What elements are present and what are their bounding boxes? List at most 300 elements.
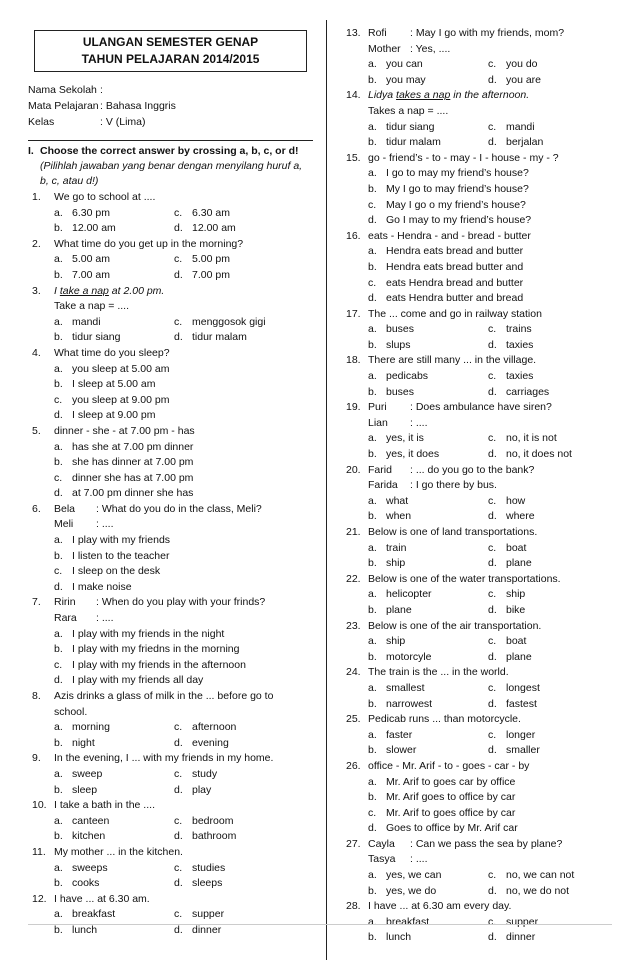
question-text xyxy=(54,284,313,300)
option-letter: a. xyxy=(368,370,377,383)
option-a[interactable] xyxy=(342,775,612,791)
option-letter: d. xyxy=(54,487,63,500)
option-letter: a. xyxy=(54,627,63,640)
column-divider xyxy=(326,20,327,960)
question-number: 21. xyxy=(346,526,361,538)
option-text: plane xyxy=(386,603,412,616)
question-text: eats - Hendra - and - bread - butter xyxy=(368,229,531,242)
option-text: canteen xyxy=(72,814,110,827)
option-text: eats Hendra butter and bread xyxy=(386,292,524,305)
question-3 xyxy=(28,284,313,300)
question-number: 1. xyxy=(32,191,41,203)
option-c[interactable] xyxy=(174,814,233,830)
dialog-line xyxy=(342,478,612,494)
page-bottom-rule xyxy=(28,924,612,925)
option-d[interactable] xyxy=(174,783,211,799)
option-text: when xyxy=(386,510,412,523)
option-text: May I go o my friend’s house? xyxy=(386,198,526,211)
option-letter: a. xyxy=(368,58,377,71)
option-text: tidur siang xyxy=(72,331,121,344)
option-text: bathroom xyxy=(192,830,237,843)
option-b[interactable] xyxy=(368,556,488,572)
option-c[interactable] xyxy=(174,720,236,736)
option-letter: a. xyxy=(54,362,63,375)
option-a[interactable] xyxy=(368,322,488,338)
question-number: 10. xyxy=(32,799,47,812)
option-letter: a. xyxy=(368,323,377,336)
option-a[interactable] xyxy=(54,252,174,268)
option-b[interactable] xyxy=(28,642,313,658)
option-text: smaller xyxy=(506,744,540,757)
option-letter: b. xyxy=(368,260,377,273)
option-b[interactable] xyxy=(54,829,174,845)
option-text: you are xyxy=(506,73,542,86)
option-letter: b. xyxy=(368,603,377,616)
option-letter: d. xyxy=(488,931,497,944)
option-b[interactable] xyxy=(368,509,488,525)
options-row xyxy=(28,829,313,845)
question-text: I have ... at 6.30 am. xyxy=(54,892,150,905)
option-text: I sleep at 5.00 am xyxy=(72,378,156,391)
question-number: 7. xyxy=(32,596,41,609)
option-d[interactable] xyxy=(174,736,229,752)
option-b[interactable] xyxy=(368,884,488,900)
speaker: Lian xyxy=(368,416,388,429)
question-text: office - Mr. Arif - to - goes - car - by xyxy=(368,759,530,772)
options-row xyxy=(342,650,612,666)
info-value: : Bahasa Inggris xyxy=(100,100,176,112)
option-d[interactable] xyxy=(488,556,532,572)
option-b[interactable] xyxy=(368,743,488,759)
option-d[interactable] xyxy=(174,268,230,284)
option-c[interactable] xyxy=(488,120,535,136)
option-text: sleeps xyxy=(192,877,223,890)
question-text-pre: I xyxy=(54,284,60,297)
option-a[interactable] xyxy=(368,587,488,603)
option-text: what xyxy=(386,494,409,507)
exam-title: ULANGAN SEMESTER GENAP xyxy=(82,35,259,49)
question-text: school. xyxy=(54,705,88,718)
option-text: menggosok gigi xyxy=(192,315,266,328)
option-b[interactable] xyxy=(368,697,488,713)
options-row xyxy=(28,736,313,752)
option-a[interactable] xyxy=(368,431,488,447)
speaker: Rofi xyxy=(368,27,387,39)
option-c[interactable] xyxy=(174,907,224,923)
question-number: 28. xyxy=(346,900,361,913)
option-letter: a. xyxy=(368,869,377,882)
option-text: evening xyxy=(192,736,229,749)
option-b[interactable] xyxy=(368,385,488,401)
question-text: What time do you get up in the morning? xyxy=(54,237,244,250)
option-b[interactable] xyxy=(28,377,313,393)
option-a[interactable] xyxy=(368,681,488,697)
option-a[interactable] xyxy=(368,369,488,385)
option-b[interactable] xyxy=(54,268,174,284)
option-a[interactable] xyxy=(368,120,488,136)
option-b[interactable] xyxy=(54,221,174,237)
option-c[interactable] xyxy=(174,315,266,331)
option-text: yes, it is xyxy=(386,432,424,445)
question-text: There are still many ... in the village. xyxy=(368,354,537,367)
option-letter: b. xyxy=(368,136,377,149)
option-letter: d. xyxy=(174,783,183,796)
question-26 xyxy=(342,759,612,775)
option-text: slups xyxy=(386,338,411,351)
option-d[interactable] xyxy=(174,221,236,237)
option-letter: d. xyxy=(488,603,497,616)
option-text: helicopter xyxy=(386,588,432,601)
option-letter: a. xyxy=(368,728,377,741)
option-letter: c. xyxy=(174,908,183,921)
option-letter: c. xyxy=(174,253,183,266)
option-letter: d. xyxy=(488,136,497,149)
utterance: : When do you play with your frinds? xyxy=(96,596,266,609)
option-text: night xyxy=(72,736,95,749)
question-number: 5. xyxy=(32,424,41,437)
option-c[interactable] xyxy=(488,915,538,931)
options-row xyxy=(342,338,612,354)
option-d[interactable] xyxy=(174,330,247,346)
option-a[interactable] xyxy=(54,720,174,736)
question-number: 4. xyxy=(32,346,41,359)
option-d[interactable] xyxy=(342,821,612,837)
options-row xyxy=(28,923,313,939)
option-b[interactable] xyxy=(368,73,488,89)
option-b[interactable] xyxy=(368,135,488,151)
option-c[interactable] xyxy=(488,322,532,338)
option-text: carriages xyxy=(506,385,550,398)
question-number: 15. xyxy=(346,151,361,164)
options-row xyxy=(342,57,612,73)
option-letter: d. xyxy=(54,674,63,687)
option-a[interactable] xyxy=(54,315,174,331)
option-a[interactable] xyxy=(54,861,174,877)
option-a[interactable] xyxy=(54,814,174,830)
question-text: We go to school at .... xyxy=(54,191,156,203)
options-row xyxy=(342,930,612,946)
option-letter: d. xyxy=(488,650,497,663)
option-text: buses xyxy=(386,323,415,336)
option-text: at 7.00 pm dinner she has xyxy=(72,487,194,500)
option-c[interactable] xyxy=(488,57,538,73)
option-letter: b. xyxy=(54,877,63,890)
option-letter: b. xyxy=(54,268,63,281)
option-text: taxies xyxy=(506,370,534,383)
option-text: longer xyxy=(506,728,536,741)
underlined-phrase: take a nap xyxy=(59,284,109,297)
section-title: Choose the correct answer by crossing a, b, c, or d! xyxy=(40,145,299,157)
option-text: where xyxy=(506,510,535,523)
utterance: : .... xyxy=(410,853,428,866)
option-text: 6.30 am xyxy=(192,206,230,219)
option-d[interactable] xyxy=(488,930,535,946)
option-c[interactable] xyxy=(28,471,313,487)
option-a[interactable] xyxy=(368,728,488,744)
option-text: ship xyxy=(386,635,406,648)
option-letter: c. xyxy=(488,323,497,336)
speaker: Farid xyxy=(368,463,392,476)
option-text: has she at 7.00 pm dinner xyxy=(72,440,194,453)
option-text: lunch xyxy=(386,931,412,944)
option-c[interactable] xyxy=(174,861,225,877)
option-d[interactable] xyxy=(174,876,222,892)
question-text: Below is one of the water transportations. xyxy=(368,572,561,585)
option-letter: b. xyxy=(368,338,377,351)
option-letter: a. xyxy=(368,915,377,928)
option-c[interactable] xyxy=(488,728,535,744)
question-text: Below is one of the air transportation. xyxy=(368,619,542,632)
info-row xyxy=(28,98,313,114)
question-text: The train is the ... in the world. xyxy=(368,666,509,679)
option-text: you can xyxy=(386,58,423,71)
option-text: dinner she has at 7.00 pm xyxy=(72,471,194,484)
option-letter: c. xyxy=(488,494,497,507)
option-a[interactable] xyxy=(28,440,313,456)
option-d[interactable] xyxy=(488,509,535,525)
question-text: The ... come and go in railway station xyxy=(368,307,542,320)
option-d[interactable] xyxy=(342,291,612,307)
option-text: supper xyxy=(192,908,225,921)
speaker: Puri xyxy=(368,401,387,414)
option-b[interactable] xyxy=(368,447,488,463)
option-letter: b. xyxy=(54,643,63,656)
option-a[interactable] xyxy=(28,627,313,643)
option-letter: d. xyxy=(368,214,377,227)
option-d[interactable] xyxy=(174,829,236,845)
option-letter: d. xyxy=(54,409,63,422)
option-c[interactable] xyxy=(174,767,217,783)
options-row xyxy=(28,206,313,222)
option-letter: a. xyxy=(368,681,377,694)
option-text: ship xyxy=(386,557,406,570)
option-a[interactable] xyxy=(54,206,174,222)
question-text: In the evening, I ... with my friends in my home. xyxy=(54,752,274,765)
option-text: play xyxy=(192,783,212,796)
dialog-line xyxy=(342,852,612,868)
question-28 xyxy=(342,899,612,915)
option-text: boat xyxy=(506,635,527,648)
speaker: Farida xyxy=(368,479,398,492)
option-a[interactable] xyxy=(28,533,313,549)
utterance: : ... do you go to the bank? xyxy=(410,463,535,476)
option-c[interactable] xyxy=(174,206,230,222)
option-letter: c. xyxy=(174,861,183,874)
question-17 xyxy=(342,307,612,323)
option-text: I play with my friends xyxy=(72,534,171,547)
option-b[interactable] xyxy=(28,549,313,565)
option-letter: b. xyxy=(54,378,63,391)
options-row xyxy=(342,603,612,619)
option-a[interactable] xyxy=(28,362,313,378)
options-row xyxy=(342,634,612,650)
options-row xyxy=(342,120,612,136)
speaker: Ririn xyxy=(54,596,76,609)
options-row xyxy=(342,73,612,89)
option-text: fastest xyxy=(506,697,537,710)
question-11 xyxy=(28,845,313,861)
option-letter: d. xyxy=(488,744,497,757)
option-d[interactable] xyxy=(342,213,612,229)
question-text-post: in the afternoon. xyxy=(450,89,530,102)
option-text: yes, we can xyxy=(386,869,442,882)
option-letter: a. xyxy=(368,775,377,788)
question-8-cont xyxy=(28,705,313,721)
option-d[interactable] xyxy=(28,580,313,596)
option-c[interactable] xyxy=(488,868,574,884)
option-letter: b. xyxy=(368,931,377,944)
option-c[interactable] xyxy=(28,564,313,580)
option-a[interactable] xyxy=(368,915,488,931)
option-d[interactable] xyxy=(488,697,537,713)
option-text: dinner xyxy=(192,923,222,936)
option-c[interactable] xyxy=(174,252,230,268)
option-text: Mr. Arif goes to office by car xyxy=(386,791,516,804)
option-text: 12.00 am xyxy=(72,222,116,235)
option-d[interactable] xyxy=(488,73,541,89)
option-b[interactable] xyxy=(54,736,174,752)
option-text: you sleep at 9.00 pm xyxy=(72,393,170,406)
option-letter: b. xyxy=(368,744,377,757)
options-row xyxy=(28,221,313,237)
question-16 xyxy=(342,229,612,245)
option-d[interactable] xyxy=(488,385,549,401)
option-a[interactable] xyxy=(368,494,488,510)
option-d[interactable] xyxy=(488,743,540,759)
question-6 xyxy=(28,502,313,518)
option-text: slower xyxy=(386,744,417,757)
option-a[interactable] xyxy=(342,244,612,260)
option-d[interactable] xyxy=(28,408,313,424)
dialog-line xyxy=(342,416,612,432)
option-c[interactable] xyxy=(488,634,526,650)
question-number: 26. xyxy=(346,759,361,772)
option-d[interactable] xyxy=(488,650,532,666)
option-text: 7.00 pm xyxy=(192,268,230,281)
option-b[interactable] xyxy=(54,923,174,939)
option-c[interactable] xyxy=(28,393,313,409)
option-b[interactable] xyxy=(368,338,488,354)
info-key: Kelas xyxy=(28,116,55,128)
option-d[interactable] xyxy=(28,486,313,502)
option-b[interactable] xyxy=(54,876,174,892)
option-letter: b. xyxy=(368,557,377,570)
option-letter: d. xyxy=(174,830,183,843)
option-c[interactable] xyxy=(488,369,533,385)
option-text: no, we do not xyxy=(506,884,570,897)
option-a[interactable] xyxy=(368,57,488,73)
option-c[interactable] xyxy=(342,198,612,214)
option-text: longest xyxy=(506,681,540,694)
option-text: breakfast xyxy=(72,908,116,921)
option-letter: b. xyxy=(368,448,377,461)
option-b[interactable] xyxy=(368,603,488,619)
option-letter: c. xyxy=(54,565,63,578)
option-d[interactable] xyxy=(174,923,221,939)
option-text: supper xyxy=(506,915,539,928)
utterance: : May I go with my friends, mom? xyxy=(410,27,565,39)
question-number: 11. xyxy=(32,845,46,858)
option-text: Mr. Arif to goes car by office xyxy=(386,775,516,788)
option-b[interactable] xyxy=(342,790,612,806)
option-c[interactable] xyxy=(28,658,313,674)
question-number: 24. xyxy=(346,666,361,679)
option-text: no, it does not xyxy=(506,448,572,461)
utterance: : Does ambulance have siren? xyxy=(410,401,552,414)
option-d[interactable] xyxy=(488,135,543,151)
option-a[interactable] xyxy=(368,634,488,650)
exam-header xyxy=(34,30,307,72)
option-a[interactable] xyxy=(54,907,174,923)
option-d[interactable] xyxy=(488,338,533,354)
option-letter: c. xyxy=(488,370,497,383)
option-d[interactable] xyxy=(488,884,569,900)
question-number: 27. xyxy=(346,837,361,850)
option-c[interactable] xyxy=(342,276,612,292)
option-letter: a. xyxy=(54,253,63,266)
option-text: 5.00 am xyxy=(72,253,110,266)
option-c[interactable] xyxy=(342,806,612,822)
question-text: I have ... at 6.30 am every day. xyxy=(368,900,512,913)
option-c[interactable] xyxy=(488,431,557,447)
question-25 xyxy=(342,712,612,728)
option-b[interactable] xyxy=(54,783,174,799)
option-d[interactable] xyxy=(488,447,572,463)
option-letter: b. xyxy=(368,697,377,710)
option-d[interactable] xyxy=(488,603,525,619)
option-c[interactable] xyxy=(488,494,525,510)
utterance: : I go there by bus. xyxy=(410,479,497,492)
option-c[interactable] xyxy=(488,681,540,697)
option-letter: b. xyxy=(368,884,377,897)
option-text: yes, we do xyxy=(386,884,437,897)
option-a[interactable] xyxy=(368,868,488,884)
option-b[interactable] xyxy=(368,650,488,666)
option-letter: d. xyxy=(368,292,377,305)
dialog-line xyxy=(368,26,612,42)
option-letter: a. xyxy=(54,814,63,827)
option-c[interactable] xyxy=(488,587,525,603)
option-text: ship xyxy=(506,588,526,601)
question-text: Pedicab runs ... than motorcycle. xyxy=(368,713,521,726)
option-a[interactable] xyxy=(342,166,612,182)
question-text: I take a bath in the .... xyxy=(54,799,155,812)
option-c[interactable] xyxy=(488,541,526,557)
option-a[interactable] xyxy=(368,541,488,557)
option-b[interactable] xyxy=(28,455,313,471)
option-letter: a. xyxy=(368,432,377,445)
speaker: Cayla xyxy=(368,837,395,850)
options-row xyxy=(28,861,313,877)
underlined-phrase: takes a nap xyxy=(396,89,451,102)
subline-text: Takes a nap = .... xyxy=(368,104,449,117)
option-a[interactable] xyxy=(54,767,174,783)
option-b[interactable] xyxy=(368,930,488,946)
speaker: Meli xyxy=(54,518,74,531)
option-text: trains xyxy=(506,323,532,336)
option-b[interactable] xyxy=(342,260,612,276)
section-instruction: (Pilihlah jawaban yang benar dengan menyilang huruf a, b, c, atau d!) xyxy=(40,160,303,187)
option-text: you do xyxy=(506,58,538,71)
option-d[interactable] xyxy=(28,673,313,689)
option-b[interactable] xyxy=(54,330,174,346)
option-b[interactable] xyxy=(342,182,612,198)
options-row xyxy=(342,369,612,385)
options-row xyxy=(342,494,612,510)
option-letter: a. xyxy=(368,541,377,554)
option-text: studies xyxy=(192,861,226,874)
question-number: 2. xyxy=(32,237,41,250)
